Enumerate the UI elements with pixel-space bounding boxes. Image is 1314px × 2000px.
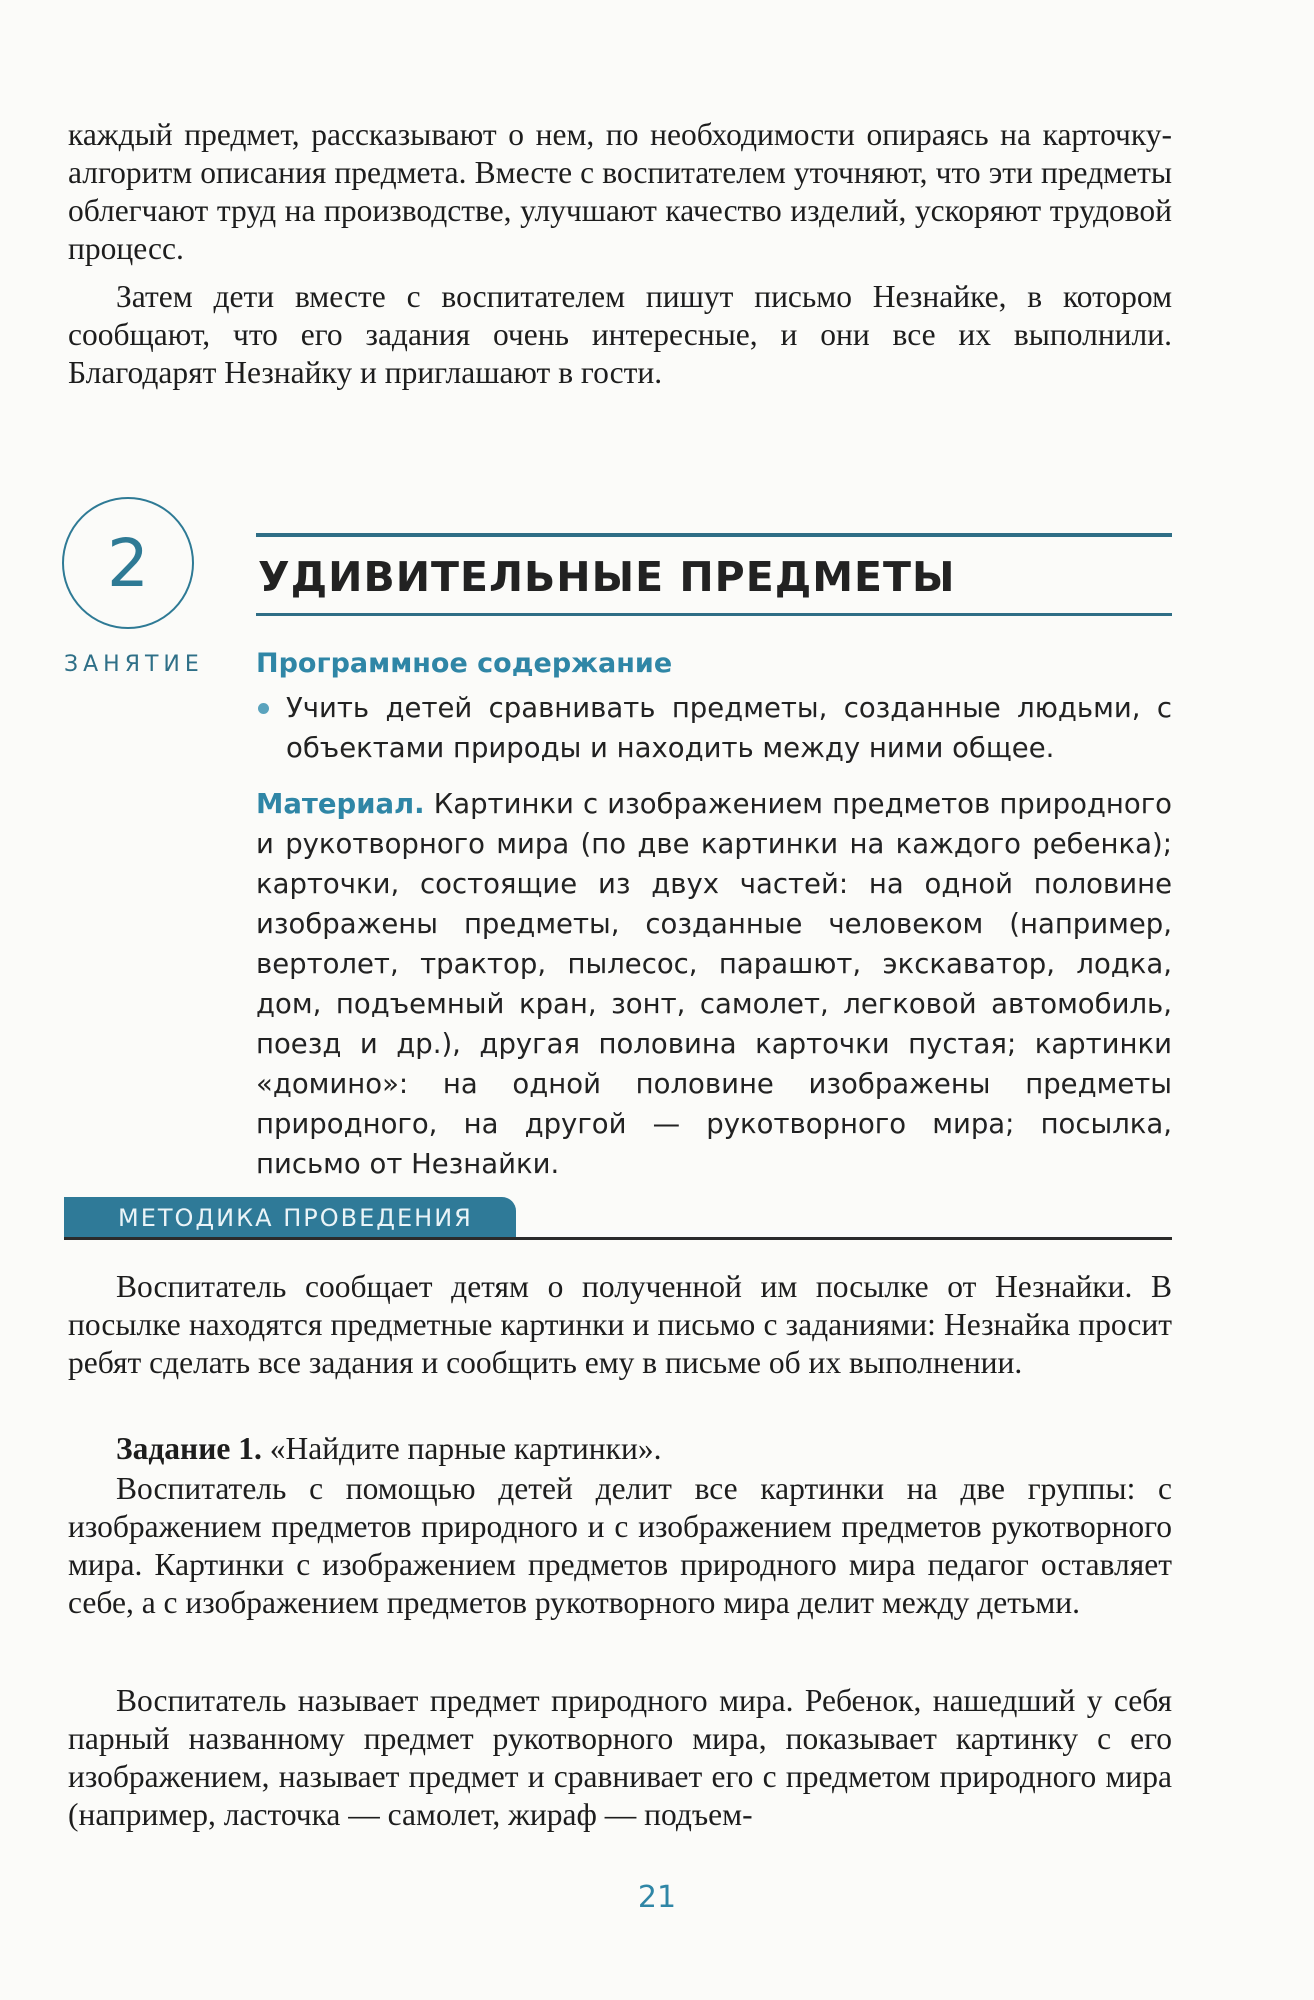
- lesson-number-circle: [62, 497, 194, 629]
- title-rule-bottom: [256, 613, 1172, 616]
- page-number: 21: [637, 1880, 677, 1915]
- lesson-title: УДИВИТЕЛЬНЫЕ ПРЕДМЕТЫ: [258, 553, 956, 601]
- method-banner-label: МЕТОДИКА ПРОВЕДЕНИЯ: [118, 1204, 473, 1232]
- lesson-number: 2: [107, 524, 149, 602]
- program-item-text: Учить детей сравнивать предметы, созданные людьми, с объектами природы и находить между ними общее.: [286, 692, 1172, 764]
- material-text: Картинки с изображением предметов природного и рукотворного мира (по две картинки на каждого ребенка); карточки, состоящие из двух частей: на одной половине изображены предметы, созданные человеком (например, вертолет, трактор, пылесос, парашют, экскаватор, лодка, дом, подъемный кран, зонт, самолет, легковой автомобиль, поезд и др.), другая половина карточки пустая; картинки «домино»: на одной половине изображены предметы природного, на другой — рукотворного мира; посылка, письмо от Незнайки.: [256, 788, 1172, 1180]
- method-paragraph-naming: Воспитатель называет предмет природного мира. Ребенок, нашедший у себя парный названному предмет рукотворного мира, показывает картинку с его изображением, называет предмет и сравнивает его с предметом природного мира (например, ласточка — самолет, жираф — подъем-: [68, 1683, 1172, 1832]
- intro-paragraph-continued: каждый предмет, рассказывают о нем, по необходимости опираясь на карточку-алгоритм описания предмета. Вместе с воспитателем уточняют, что эти предметы облегчают труд на производстве, улучшают качество изделий, ускоряют трудовой процесс.: [68, 117, 1172, 266]
- title-rule-top: [256, 533, 1172, 537]
- task-1-heading: [68, 1430, 1172, 1468]
- method-section-banner: [64, 1197, 516, 1239]
- method-paragraph-groups: Воспитатель с помощью детей делит все картинки на две группы: с изображением предметов природного и с изображением предметов рукотворного мира. Картинки с изображением предметов природного мира педагог оставляет себе, а с изображением предметов рукотворного мира делит между детьми.: [68, 1471, 1172, 1620]
- material-label: Материал.: [256, 788, 425, 820]
- task-1-title: «Найдите парные картинки».: [261, 1431, 662, 1466]
- method-section-rule: [64, 1237, 1172, 1240]
- lesson-label: ЗАНЯТИЕ: [64, 652, 204, 677]
- program-list-item: [256, 688, 1172, 768]
- task-1-label: Задание 1.: [116, 1431, 262, 1466]
- method-paragraph-parcel: Воспитатель сообщает детям о полученной им посылке от Незнайки. В посылке находятся предметные картинки и письмо с заданиями: Незнайка просит ребят сделать все задания и сообщить ему в письме об их выполнении.: [68, 1269, 1172, 1380]
- intro-paragraph-letter: Затем дети вместе с воспитателем пишут письмо Незнайке, в котором сообщают, что его задания очень интересные, и они все их выполнили. Благодарят Незнайку и приглашают в гости.: [68, 279, 1172, 390]
- program-content-heading: Программное содержание: [256, 648, 673, 679]
- material-paragraph: [256, 784, 1172, 1184]
- bullet-icon: [258, 703, 269, 714]
